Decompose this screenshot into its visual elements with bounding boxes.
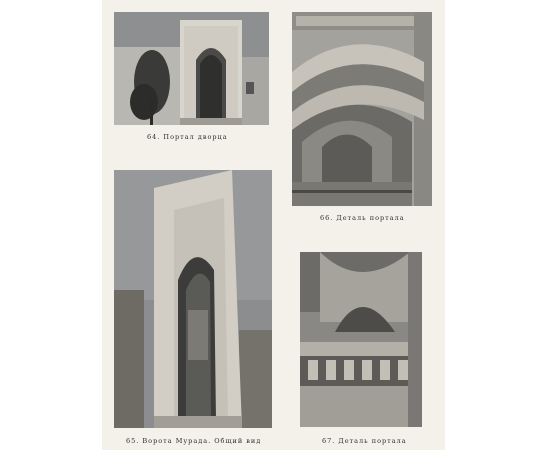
- book-page: [102, 0, 445, 450]
- caption-fig-64: 64. Портал дворца: [147, 133, 228, 141]
- caption-fig-65: 65. Ворота Мурада. Общий вид: [126, 437, 262, 445]
- caption-fig-66: 66. Деталь портала: [320, 214, 405, 222]
- photo-palace-portal: [114, 12, 269, 125]
- photo-murad-gate: [114, 170, 272, 428]
- photo-portal-detail-67: [300, 252, 422, 427]
- caption-fig-67: 67. Деталь портала: [322, 437, 407, 445]
- photo-portal-detail-66: [292, 12, 432, 206]
